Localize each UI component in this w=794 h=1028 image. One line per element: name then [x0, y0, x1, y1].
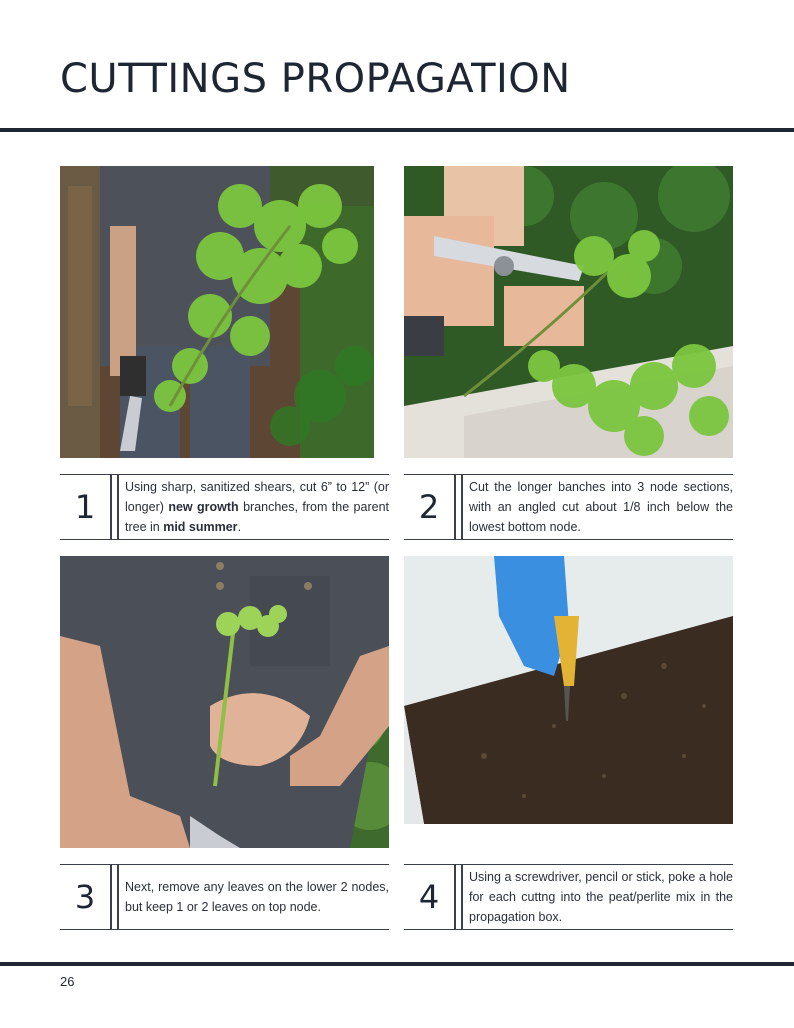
page-title: CUTTINGS PROPAGATION: [60, 56, 571, 102]
step-text-emphasis: mid summer: [163, 520, 238, 534]
top-divider: [0, 128, 794, 132]
step-number: 3: [74, 878, 96, 916]
step-text-body: Next, remove any leaves on the lower 2 nodes, but keep 1 or 2 leaves on top node.: [125, 880, 389, 914]
step-divider: [461, 865, 463, 929]
step-number: 2: [418, 488, 440, 526]
step-text-body: Using a screwdriver, pencil or stick, poke a hole for each cuttng into the peat/perlite mix in the propagation box.: [469, 870, 733, 924]
step-divider: [117, 475, 119, 539]
step-text-emphasis: new growth: [168, 500, 239, 514]
page-number: 26: [60, 974, 75, 989]
step-4: [404, 864, 733, 930]
photo-sectioning-branch: [404, 166, 733, 458]
photo-removing-leaves: [60, 556, 389, 848]
step-1: [60, 474, 389, 540]
step-text: [469, 475, 733, 539]
step-text: [469, 865, 733, 929]
step-text-part: branches, from the parent tree in: [125, 500, 389, 534]
bottom-divider: [0, 962, 794, 966]
step-3: [60, 864, 389, 930]
step-divider: [110, 475, 112, 539]
step-number: 4: [418, 878, 440, 916]
photo-cutting-branch: [60, 166, 374, 458]
photo-poking-holes: [404, 556, 733, 824]
step-text: [125, 475, 389, 539]
step-text: [125, 865, 389, 929]
step-divider: [110, 865, 112, 929]
step-divider: [117, 865, 119, 929]
step-divider: [461, 475, 463, 539]
step-divider: [454, 865, 456, 929]
step-text-part: .: [237, 520, 242, 534]
step-text-body: Cut the longer banches into 3 node sections, with an angled cut about 1/8 inch below the lowest bottom node.: [469, 480, 733, 534]
step-number: 1: [74, 488, 96, 526]
step-text-part: Using sharp, sanitized shears, cut 6” to 12” (or longer): [125, 480, 389, 514]
step-2: [404, 474, 733, 540]
step-divider: [454, 475, 456, 539]
